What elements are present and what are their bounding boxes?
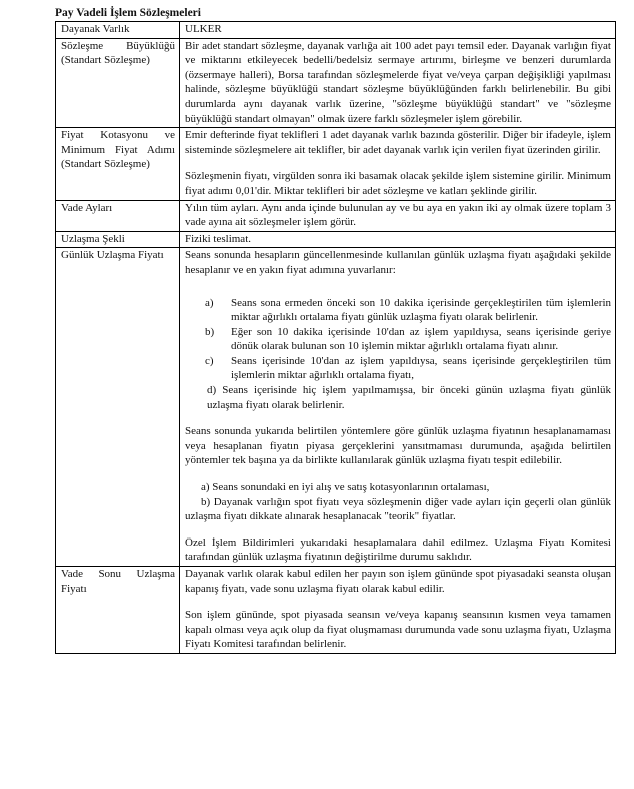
contract-spec-table bbox=[55, 21, 616, 654]
table-row-price-quotation bbox=[56, 128, 616, 200]
row-text-price-quotation: Emir defterinde fiyat teklifleri 1 adet dayanak varlık bazında gösterilir. Diğer bir ifadeyle, işlem sisteminde sözleşmelere ait teklifler, bir adet dayanak varlık için verilen fiyat üzerinden girilir. Sözleşmenin fiyatı, virgülden sonra iki basamak olacak şekilde işlem sistemine girilir. Minimum fiyat adımı 0,01'dir. Miktar teklifleri bir adet sözleşme ve katları şeklinde girilir. bbox=[180, 128, 616, 200]
alt-method-b: b) Dayanak varlığın spot fiyatı veya sözleşmenin diğer vade ayları için geçerli olan günlük uzlaşma fiyatı dikkate alınarak hesaplanacak "teorik" fiyatlar. bbox=[185, 495, 611, 523]
alt-method-a: a) Seans sonundaki en iyi alış ve satış kotasyonlarının ortalaması, bbox=[201, 481, 490, 494]
table-row-expiry-months bbox=[56, 200, 616, 231]
row-label-underlying: Dayanak Varlık bbox=[56, 22, 180, 39]
row-value-underlying: ULKER bbox=[180, 22, 616, 39]
table-row-underlying bbox=[56, 22, 616, 39]
row-text-daily-settlement: Seans sonunda hesapların güncellenmesinde kullanılan günlük uzlaşma fiyatı aşağıdaki şekilde hesaplanır ve en yakın fiyat adımına yuvarlanır: a) Seans sona ermeden önceki son 10 dakika içerisinde gerçekleştirilen tüm işlemlerin miktar ağırlıklı ortalama fiyatı günlük uzlaşma fiyatı olarak belirlenir. b) Eğer son 10 dakika içerisinde 10'dan az işlem yapıldıysa, seans içerisinde geriye dönük olarak bulunan son 10 işlemin miktar ağırlıklı ortalama fiyatı alınır. c) Seans içerisinde 10'dan az işlem yapıldıysa, seans içerisinde gerçekleştirilen tüm işlemlerin miktar ağırlıklı ortalama fiyatı, d) Seans içerisinde hiç işlem yapılmamışsa, bir önceki günün uzlaşma fiyatı günlük uzlaşma fiyatı olarak belirlenir. Seans sonunda yukarıda belirtilen yöntemlere göre günlük uzlaşma fiyatının hesaplanamaması veya hesaplanan fiyatın piyasa gerçeklerini yansıtmaması durumunda, aşağıda belirtilen yöntemler tek başına ya da birlikte kullanılarak günlük uzlaşma fiyatı tespit edilebilir. a) Seans sonundaki en iyi alış ve satış kotasyonlarının ortalaması, b) Dayanak varlığın spot fiyatı veya sözleşmenin diğer vade ayları için geçerli olan günlük uzlaşma fiyatı dikkate alınarak hesaplanacak "teorik" fiyatlar. Özel İşlem Bildirimleri yukarıdaki hesaplamalara dahil edilmez. Uzlaşma Fiyatı Komitesi tarafından günlük uzlaşma fiyatının değiştirilme durumu saklıdır. bbox=[180, 248, 616, 567]
row-label-final-settlement: Vade Sonu Uzlaşma Fiyatı bbox=[56, 567, 180, 654]
row-label-contract-size: Sözleşme Büyüklüğü (Standart Sözleşme) bbox=[56, 38, 180, 128]
row-text-final-settlement: Dayanak varlık olarak kabul edilen her payın son işlem gününde spot piyasadaki seansta oluşan kapanış fiyatı, vade sonu uzlaşma fiyatı olarak kabul edilir. Son işlem gününde, spot piyasada seansın ve/veya kapanış seansının kısmen veya tamamen kapalı olması veya açık olup da fiyat oluşmaması durumunda vade sonu uzlaşma fiyatı, Uzlaşma Fiyatı Komitesi tarafından belirlenir. bbox=[180, 567, 616, 654]
list-item: b) Eğer son 10 dakika içerisinde 10'dan az işlem yapıldıysa, seans içerisinde geriye dönük olarak bulunan son 10 işlemin miktar ağırlıklı ortalama fiyatı alınır. bbox=[205, 325, 611, 353]
list-item-d: d) Seans içerisinde hiç işlem yapılmamışsa, bir önceki günün uzlaşma fiyatı günlük uzlaşma fiyatı olarak belirlenir. bbox=[207, 384, 611, 411]
row-text-contract-size: Bir adet standart sözleşme, dayanak varlığa ait 100 adet payı temsil eder. Dayanak varlığın fiyat ve miktarını etkileyecek bedelli/bedelsiz sermaye artırımı, birleşme ve benzeri durumlarda (özsermaye halleri), Borsa tarafından sözleşmelerde fiyat ve/veya çarpan değişikliği yapılması halinde, sözleşme büyüklüğü standart sözleşme büyüklüğünden farklı belirlenebilir. Bu gibi durumlarda aynı dayanak varlık üzerine, "sözleşme büyüklüğü standart" ve "sözleşme büyüklüğü standart olmayan" olmak üzere farklı sözleşmeler işlem görebilir. bbox=[180, 38, 616, 128]
row-text-expiry-months: Yılın tüm ayları. Aynı anda içinde bulunulan ay ve bu aya en yakın iki ay olmak üzere toplam 3 vade ayına ait sözleşmeler işlem görür. bbox=[180, 200, 616, 231]
table-row-daily-settlement bbox=[56, 248, 616, 567]
table-row-final-settlement bbox=[56, 567, 616, 654]
list-item: a) Seans sona ermeden önceki son 10 dakika içerisinde gerçekleştirilen tüm işlemlerin miktar ağırlıklı ortalama fiyatı günlük uzlaşma fiyatı olarak belirlenir. bbox=[205, 296, 611, 324]
row-label-price-quotation: Fiyat Kotasyonu ve Minimum Fiyat Adımı (Standart Sözleşme) bbox=[56, 128, 180, 200]
list-item: c) Seans içerisinde 10'dan az işlem yapıldıysa, seans içerisinde gerçekleştirilen tüm işlemlerin miktar ağırlıklı ortalama fiyatı, bbox=[205, 354, 611, 382]
row-label-daily-settlement: Günlük Uzlaşma Fiyatı bbox=[56, 248, 180, 567]
row-text-settlement-type: Fiziki teslimat. bbox=[180, 231, 616, 248]
table-row-contract-size bbox=[56, 38, 616, 128]
settlement-method-list bbox=[185, 296, 611, 384]
row-label-expiry-months: Vade Ayları bbox=[56, 200, 180, 231]
row-label-settlement-type: Uzlaşma Şekli bbox=[56, 231, 180, 248]
table-row-settlement-type bbox=[56, 231, 616, 248]
document-title: Pay Vadeli İşlem Sözleşmeleri bbox=[55, 7, 201, 19]
